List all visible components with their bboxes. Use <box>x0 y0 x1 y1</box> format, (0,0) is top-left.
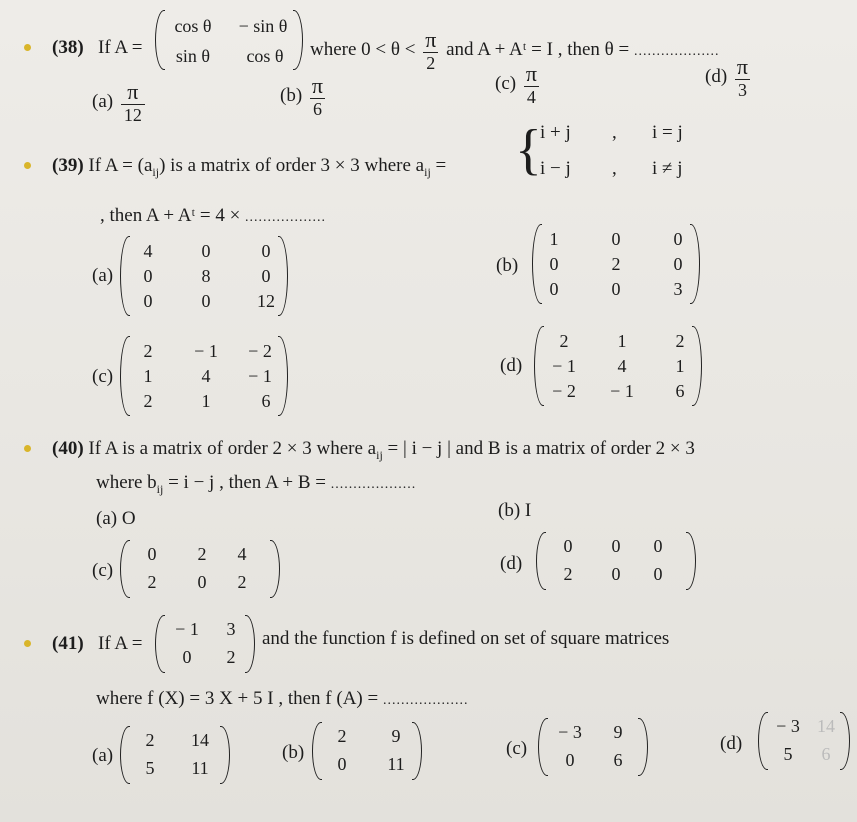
brace: { <box>515 119 542 181</box>
option-label: (c) <box>92 560 114 581</box>
question-number: (39) <box>52 155 84 176</box>
matrix: − 3 9 0 6 <box>538 718 648 776</box>
matrix <box>155 10 303 70</box>
matrix-cell: − sin θ <box>238 16 288 36</box>
matrix: 2 1 2 − 1 4 1 − 2 − 1 6 <box>534 326 702 406</box>
matrix: − 3 14 5 6 <box>758 712 850 770</box>
case-expr: i − j <box>540 158 571 179</box>
matrix: − 1 3 0 2 <box>155 615 255 673</box>
option-label: (d) <box>500 553 523 574</box>
option-label: (a) <box>92 265 114 286</box>
fraction: $\frac{\pi}{2}$ <box>425 27 437 73</box>
matrix-cell: cos θ <box>174 16 212 36</box>
matrix: 0 2 4 2 0 2 <box>120 540 280 598</box>
option-a: (a) $\frac{\pi}{12}$ <box>92 80 148 125</box>
question-number: (41) <box>52 633 84 654</box>
question-number: (38) <box>52 37 84 58</box>
question-text: where f (X) = 3 X + 5 I , then f (A) = ................... <box>96 688 469 709</box>
option-label: (a) <box>92 745 114 766</box>
case-sep: , <box>612 122 617 143</box>
condition-text: where 0 < θ < <box>310 38 416 60</box>
answer-blank: ................... <box>382 693 469 708</box>
case-cond: i ≠ j <box>652 158 683 179</box>
question-text: (40) If A is a matrix of order 2 × 3 where $a_{ij}$ = | i − j | and B is a matrix of order 2 × 3 <box>52 438 695 462</box>
bullet-marker <box>24 445 31 452</box>
matrix-cell: sin θ <box>175 46 211 66</box>
option-label: (c) <box>506 738 528 759</box>
question-text: where $b_{ij} = i - j$ , then A + B = ................... <box>96 472 417 496</box>
case-expr: i + j <box>540 122 571 143</box>
bullet-marker <box>24 44 31 51</box>
matrix-cell: cos θ <box>246 46 284 66</box>
option-label: (d) <box>720 733 743 754</box>
condition-text: and A + Aᵗ = I , then θ = <box>446 38 630 60</box>
matrix: 4 0 0 0 8 0 0 0 12 <box>120 236 288 316</box>
question-stem: If A = <box>98 633 143 654</box>
question-number: (40) <box>52 438 84 459</box>
case-sep: , <box>612 158 617 179</box>
answer-blank: ................... <box>633 43 720 59</box>
bullet-marker <box>24 162 31 169</box>
matrix: 2 − 1 − 2 1 4 − 1 2 1 6 <box>120 336 288 416</box>
matrix: 0 0 0 2 0 0 <box>536 532 696 590</box>
option-a: (a) O <box>96 508 136 529</box>
question-text: (39) If $A = (a_{ij})$ is a matrix of order 3 × 3 where $a_{ij}$ = <box>52 155 447 179</box>
question-stem: If A = <box>98 37 143 58</box>
question-text: , then A + Aᵗ = 4 × .................. <box>100 205 327 226</box>
option-b: (b) $\frac{\pi}{6}$ <box>280 73 324 119</box>
answer-blank: ................... <box>330 477 417 492</box>
option-label: (c) <box>92 366 114 387</box>
option-label: (b) <box>282 742 305 763</box>
case-cond: i = j <box>652 122 683 143</box>
matrix: 2 14 5 11 <box>120 726 230 784</box>
option-label: (d) <box>500 355 523 376</box>
bullet-marker <box>24 640 31 647</box>
option-c: (c) $\frac{\pi}{4}$ <box>495 61 537 107</box>
option-b: (b) I <box>498 500 532 521</box>
matrix: 1 0 0 0 2 0 0 0 3 <box>532 224 700 304</box>
question-text: and the function f is defined on set of square matrices <box>262 628 670 649</box>
answer-blank: .................. <box>245 210 327 225</box>
matrix: 2 9 0 11 <box>312 722 422 780</box>
option-d: (d) $\frac{\pi}{3}$ <box>705 54 749 100</box>
option-label: (b) <box>496 255 519 276</box>
